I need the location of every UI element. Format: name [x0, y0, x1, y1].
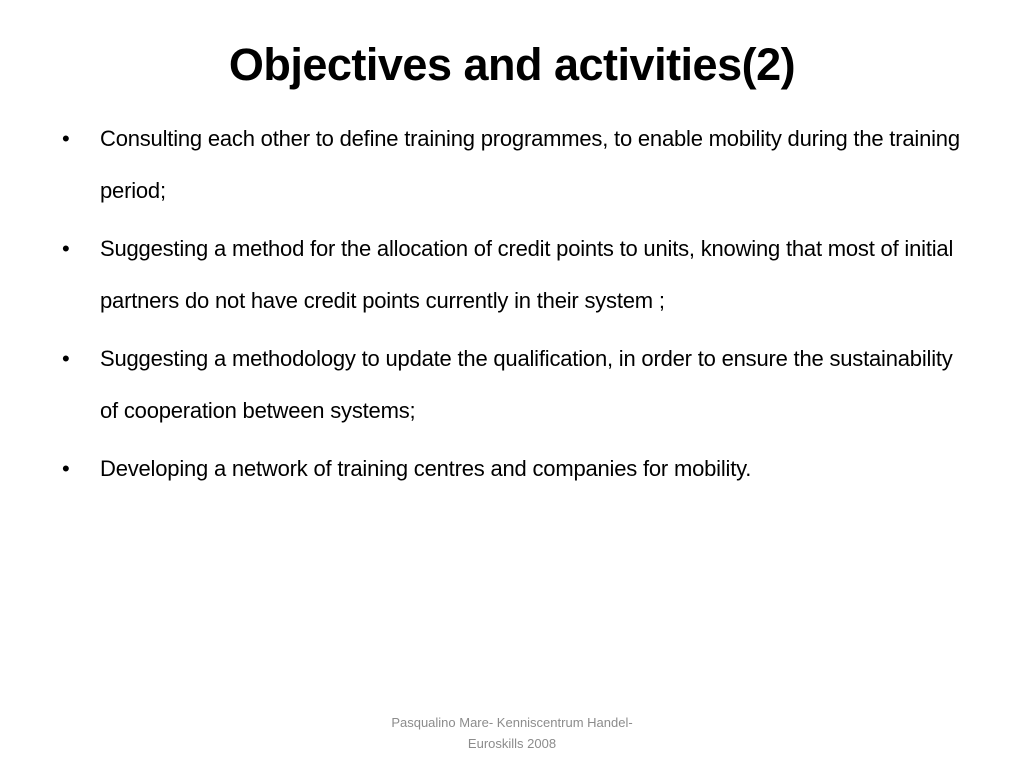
bullet-text: Suggesting a methodology to update the qualification, in order to ensure the sustainability of cooperation between systems;: [100, 346, 953, 423]
bullet-text: Developing a network of training centres and companies for mobility.: [100, 456, 752, 481]
bullet-dot-icon: •: [62, 126, 70, 151]
bullet-text: Consulting each other to define training programmes, to enable mobility during the training period;: [100, 126, 960, 203]
bullet-dot-icon: •: [62, 456, 70, 481]
bullet-text: Suggesting a method for the allocation of credit points to units, knowing that most of initial partners do not have credit points currently in their system ;: [100, 236, 954, 313]
list-item: [62, 223, 962, 327]
slide-title: Objectives and activities(2): [228, 39, 796, 90]
list-item: [62, 443, 962, 495]
list-item: [62, 113, 962, 217]
bullet-list: [62, 113, 962, 501]
bullet-dot-icon: •: [62, 346, 70, 371]
list-item: [62, 333, 962, 437]
bullet-dot-icon: •: [62, 236, 70, 261]
slide-footer: [312, 712, 712, 754]
footer-line-event: Euroskills 2008: [467, 736, 557, 751]
footer-line-author: Pasqualino Mare- Kenniscentrum Handel-: [391, 715, 633, 730]
